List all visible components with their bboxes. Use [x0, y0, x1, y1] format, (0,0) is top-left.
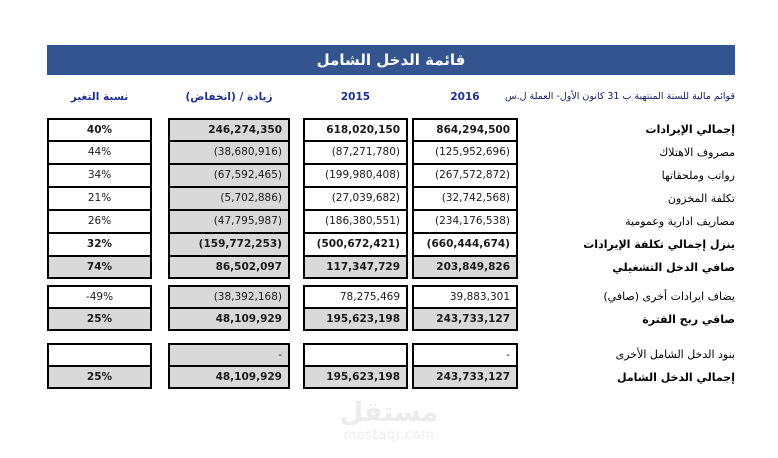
cell-amount-2016: -	[412, 343, 518, 366]
cell-amount-2016: (125,952,696)	[412, 141, 518, 164]
column-header-percent-change: نسبة التغير	[70, 91, 129, 103]
watermark-domain-text: mostaql.com	[343, 428, 435, 443]
row-label: مصروف الاهتلاك	[659, 146, 735, 159]
cell-percent-change: 25%	[47, 366, 152, 389]
row-label: إجمالي الإيرادات	[645, 123, 735, 136]
table-row	[0, 343, 778, 366]
table-row	[0, 366, 778, 389]
cell-percent-change: 34%	[47, 164, 152, 187]
table-row	[0, 141, 778, 164]
cell-amount-2015: (199,980,408)	[303, 164, 408, 187]
cell-amount-2016: (267,572,872)	[412, 164, 518, 187]
cell-amount-2015: 618,020,150	[303, 118, 408, 141]
cell-amount-2015: (186,380,551)	[303, 210, 408, 233]
cell-amount-2015: 195,623,198	[303, 308, 408, 331]
page-title: قائمة الدخل الشامل	[316, 51, 466, 69]
table-row	[0, 187, 778, 210]
table-row	[0, 308, 778, 331]
cell-amount-2015: 117,347,729	[303, 256, 408, 279]
section-comprehensive-income	[0, 343, 778, 389]
column-header-increase-decrease: زيادة / (انخفاض)	[185, 91, 273, 103]
watermark-logo-text: مستقل	[339, 397, 439, 428]
table-row	[0, 233, 778, 256]
table-row	[0, 118, 778, 141]
cell-amount-2016: 243,733,127	[412, 308, 518, 331]
cell-percent-change	[47, 343, 152, 366]
cell-amount-2016: 39,883,301	[412, 285, 518, 308]
table-row	[0, 285, 778, 308]
cell-amount-2015: 195,623,198	[303, 366, 408, 389]
cell-increase-decrease: (47,795,987)	[168, 210, 290, 233]
cell-increase-decrease: 86,502,097	[168, 256, 290, 279]
cell-increase-decrease: (38,392,168)	[168, 285, 290, 308]
row-label: ينزل إجمالي تكلفة الإيرادات	[583, 238, 735, 251]
cell-percent-change: 32%	[47, 233, 152, 256]
row-label: تكلفة المخزون	[667, 192, 735, 205]
cell-increase-decrease: -	[168, 343, 290, 366]
cell-amount-2016: 203,849,826	[412, 256, 518, 279]
table-row	[0, 256, 778, 279]
row-label: إجمالي الدخل الشامل	[617, 371, 735, 384]
table-row	[0, 164, 778, 187]
cell-increase-decrease: 246,274,350	[168, 118, 290, 141]
cell-increase-decrease: (5,702,886)	[168, 187, 290, 210]
column-header-year-2015: 2015	[340, 91, 371, 103]
section-net-profit	[0, 285, 778, 331]
cell-amount-2015: (500,672,421)	[303, 233, 408, 256]
cell-increase-decrease: (38,680,916)	[168, 141, 290, 164]
cell-percent-change: 74%	[47, 256, 152, 279]
cell-increase-decrease: (67,592,465)	[168, 164, 290, 187]
cell-amount-2016: 243,733,127	[412, 366, 518, 389]
cell-amount-2016: 864,294,500	[412, 118, 518, 141]
row-label: مصاريف ادارية وعمومية	[625, 215, 735, 228]
cell-percent-change: 44%	[47, 141, 152, 164]
row-label: صافي الدخل التشغيلي	[612, 261, 735, 274]
statement-period-note: قوائم مالية للسنة المنتهية ب 31 كانون الأول- العملة ل.س	[505, 91, 735, 102]
column-header-year-2016: 2016	[450, 91, 480, 103]
row-label: رواتب وملحقاتها	[661, 169, 735, 182]
table-row	[0, 210, 778, 233]
cell-increase-decrease: 48,109,929	[168, 366, 290, 389]
cell-percent-change: 40%	[47, 118, 152, 141]
cell-percent-change: -49%	[47, 285, 152, 308]
cell-amount-2015	[303, 343, 408, 366]
row-label: يضاف ايرادات أخرى (صافي)	[603, 290, 735, 303]
cell-increase-decrease: 48,109,929	[168, 308, 290, 331]
row-label: بنود الدخل الشامل الأخرى	[615, 348, 735, 361]
cell-percent-change: 26%	[47, 210, 152, 233]
row-label: صافي ربح الفترة	[642, 313, 735, 326]
cell-amount-2015: (87,271,780)	[303, 141, 408, 164]
cell-amount-2016: (660,444,674)	[412, 233, 518, 256]
cell-percent-change: 21%	[47, 187, 152, 210]
cell-amount-2016: (32,742,568)	[412, 187, 518, 210]
cell-amount-2015: (27,039,682)	[303, 187, 408, 210]
cell-amount-2016: (234,176,538)	[412, 210, 518, 233]
cell-amount-2015: 78,275,469	[303, 285, 408, 308]
cell-percent-change: 25%	[47, 308, 152, 331]
section-operating-income	[0, 118, 778, 279]
cell-increase-decrease: (159,772,253)	[168, 233, 290, 256]
